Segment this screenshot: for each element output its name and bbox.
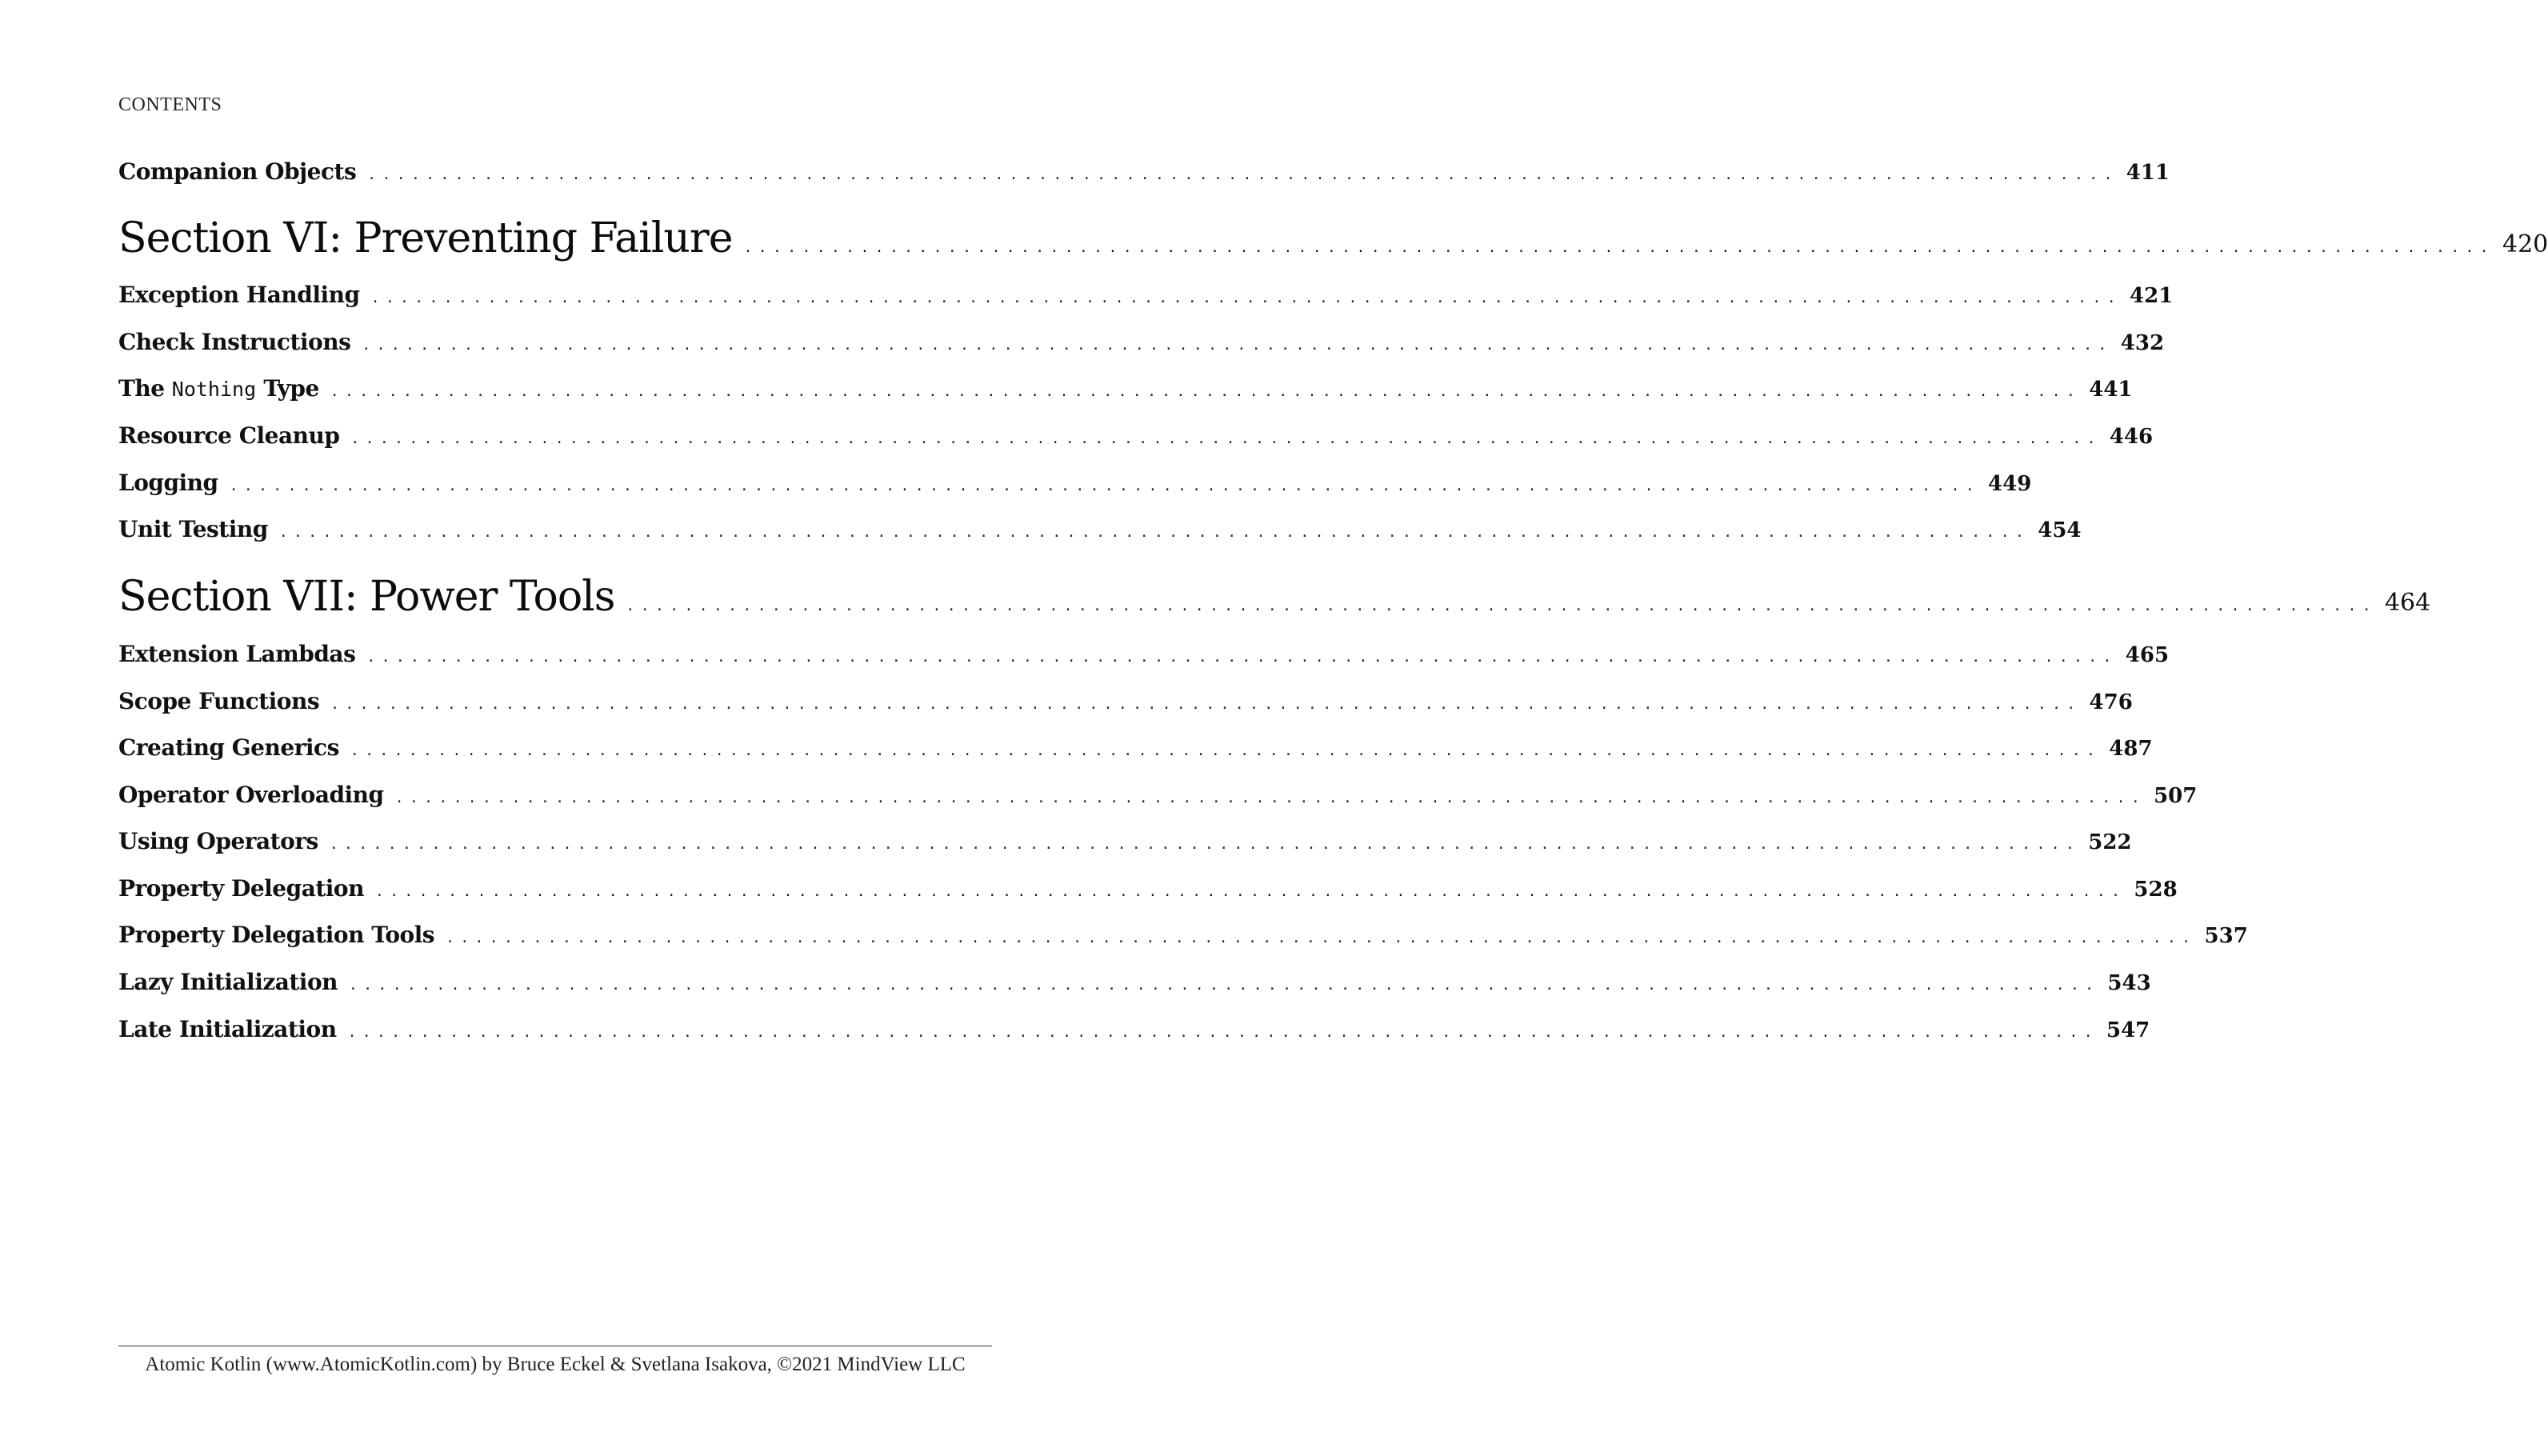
dot-leader: ........................................................................................................................ — [370, 290, 2122, 306]
dot-leader: ........................................................................................................................ — [350, 430, 2102, 447]
dot-leader: ........................................................................................................................ — [446, 930, 2197, 946]
toc-section-title: Section VII: Power Tools — [118, 573, 615, 621]
toc-entry-title — [118, 375, 319, 402]
toc-section-row[interactable] — [118, 573, 2431, 621]
toc-entry-row[interactable] — [118, 158, 2170, 185]
page — [118, 0, 2548, 1456]
toc-entry-row[interactable] — [118, 375, 2133, 402]
dot-leader: ........................................................................................................................ — [229, 478, 1981, 494]
toc-page-number: 547 — [2106, 1018, 2150, 1042]
footer-text: Atomic Kotlin (www.AtomicKotlin.com) by Bruce Eckel & Svetlana Isakova, ©2021 MindView LLC — [145, 1354, 966, 1375]
toc-page-number: 446 — [2109, 425, 2154, 449]
toc-page-number: 476 — [2089, 690, 2133, 714]
toc-page-number: 449 — [1988, 472, 2032, 496]
dot-leader: ........................................................................................................................ — [347, 1024, 2098, 1041]
toc-entry-row[interactable] — [118, 470, 2032, 496]
dot-leader: ........................................................................................................................ — [743, 239, 2494, 256]
toc-page-number: 464 — [2384, 589, 2431, 617]
toc-entry-row[interactable] — [118, 282, 2174, 308]
toc-entry-title-code: Nothing — [171, 378, 257, 401]
toc-entry-row[interactable] — [118, 329, 2165, 355]
dot-leader: ........................................................................................................................ — [350, 742, 2102, 759]
dot-leader: ........................................................................................................................ — [348, 977, 2100, 994]
toc-entry-title: Scope Functions — [118, 688, 320, 714]
dot-leader: ........................................................................................................................ — [330, 696, 2082, 713]
toc-entry-row[interactable] — [118, 422, 2154, 449]
running-head: CONTENTS — [118, 94, 222, 115]
toc-section-row[interactable] — [118, 214, 2548, 262]
dot-leader: ........................................................................................................................ — [362, 337, 2113, 354]
toc-entry-row[interactable] — [118, 516, 2082, 542]
dot-leader: ........................................................................................................................ — [366, 649, 2118, 666]
toc-page-number: 454 — [2038, 518, 2082, 542]
toc-entry-row[interactable] — [118, 828, 2132, 854]
toc-entry-title: Resource Cleanup — [118, 422, 340, 449]
toc-page-number: 441 — [2089, 378, 2133, 402]
toc-entry-title: Logging — [118, 470, 218, 496]
toc-section-title: Section VI: Preventing Failure — [118, 214, 733, 262]
toc-page-number: 411 — [2126, 161, 2170, 185]
toc-page-number: 507 — [2154, 784, 2198, 808]
toc-page-number: 522 — [2088, 830, 2132, 854]
toc-entry-row[interactable] — [118, 641, 2170, 667]
dot-leader: ........................................................................................................................ — [367, 166, 2118, 183]
toc-entry-title: Using Operators — [118, 828, 318, 854]
toc-entry-title: Late Initialization — [118, 1016, 337, 1042]
toc-entry-row[interactable] — [118, 734, 2153, 761]
toc-entry-title: Operator Overloading — [118, 782, 384, 808]
toc-page-number: 465 — [2125, 643, 2170, 667]
dot-leader: ........................................................................................................................ — [374, 883, 2126, 900]
toc-entry-row[interactable] — [118, 922, 2248, 948]
toc-page-number: 432 — [2120, 331, 2165, 355]
toc-page-number: 537 — [2204, 924, 2248, 948]
dot-leader: ........................................................................................................................ — [330, 383, 2082, 400]
toc-entry-title: Check Instructions — [118, 329, 351, 355]
toc-entry-title-pre: The — [118, 375, 172, 402]
toc-page-number: 420 — [2502, 230, 2548, 258]
toc-page-number: 487 — [2109, 737, 2153, 761]
toc-entry-row[interactable] — [118, 782, 2198, 808]
toc-page-number: 528 — [2134, 878, 2178, 902]
toc-entry-title: Creating Generics — [118, 734, 339, 761]
toc-entry-title: Property Delegation — [118, 875, 364, 902]
dot-leader: ........................................................................................................................ — [278, 524, 2030, 541]
toc-entry-title: Property Delegation Tools — [118, 922, 435, 948]
toc-page-number: 543 — [2107, 971, 2151, 995]
dot-leader: ........................................................................................................................ — [329, 836, 2081, 853]
toc-entry-title: Exception Handling — [118, 282, 360, 308]
toc-entry-row[interactable] — [118, 1016, 2150, 1042]
toc-entry-row[interactable] — [118, 875, 2178, 902]
toc-entry-title: Lazy Initialization — [118, 969, 338, 995]
toc-entry-row[interactable] — [118, 688, 2133, 714]
toc-entry-row[interactable] — [118, 969, 2151, 995]
toc-entry-title: Extension Lambdas — [118, 641, 356, 667]
toc-entry-title: Unit Testing — [118, 516, 268, 542]
toc-entry-title: Companion Objects — [118, 158, 357, 185]
toc-page-number: 421 — [2130, 284, 2174, 308]
dot-leader: ........................................................................................................................ — [394, 790, 2146, 806]
toc-entry-title-post: Type — [256, 375, 319, 402]
dot-leader: ........................................................................................................................ — [626, 598, 2377, 614]
